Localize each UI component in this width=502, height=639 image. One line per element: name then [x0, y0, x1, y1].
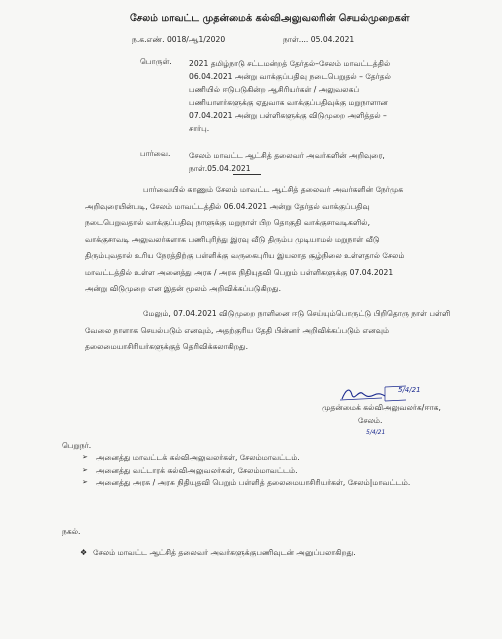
signatory-designation: முதன்மைக் கல்விஅலுவலர்க/ஈாக,: [322, 403, 441, 412]
subject-text: [189, 57, 415, 135]
page-title: சேலம் மாவட்ட முதன்மைக் கல்விஅலுவலரின் செயல்முறைகள்: [130, 13, 410, 24]
arrow-bullet-icon: ➢: [82, 465, 88, 474]
reference-text: [189, 149, 419, 175]
body-line: பார்வையில் காணும் சேலம் மாவட்ட ஆட்சித் தலைவர் அவர்களின் நேர்முக: [143, 185, 404, 194]
section-divider: [233, 174, 261, 175]
subject-line: சார்பு.: [189, 124, 210, 133]
list-item: ➢ அனைத்து மாவட்டக் கல்விஅலுவலர்கள், சேலம்மாவட்டம்.: [82, 453, 300, 462]
body-line: திரும்புவதால் உரிய நேரத்திற்கு பள்ளிக்கு வருகைபுரிய இயலாத சூழ்நிலை உள்ளதால் சேலம்: [85, 251, 405, 260]
body-line: வாக்குசாவடி அலுவலர்களாக பணிபுரிந்து இரவு வீடு திரும்ப முடியாமல் மறுநாள் வீடு: [85, 234, 380, 244]
recipients-label: பெறுநர்.: [62, 441, 92, 450]
body-paragraph-1: [85, 182, 420, 298]
reference-line: நாள்.05.04.2021: [189, 164, 251, 173]
body-line: வேலை நாளாக செயல்படும் எனவும், அதற்குரிய தேதி பின்னர் அறிவிக்கப்படும் எனவும்: [85, 325, 390, 335]
subject-line: 07.04.2021 அன்று பள்ளிகளுக்கு விடுமுறை அளித்தல் –: [189, 111, 387, 120]
recipients-list: [62, 452, 422, 490]
reference-label: பார்வை.: [140, 149, 171, 158]
list-item: ➢ அனைத்து அரசு / அரசு நிதியுதவி பெறும் பள்ளித் தலைமையாசிரியர்கள், சேலம்|மாவட்டம்.: [82, 478, 411, 487]
body-line: அறிவுரையின்படி, சேலம் மாவட்டத்தில் 06.04.2021 அன்று தேர்தல் வாக்குப்பதிவு: [85, 201, 370, 211]
arrow-bullet-icon: ➢: [82, 478, 88, 486]
reference-date: நாள்.... 05.04.2021: [283, 35, 355, 44]
body-line: தலைமையாசிரியர்களுக்குத் தெரிவிக்கலாகிறது.: [85, 342, 249, 351]
copy-label: நகல்.: [62, 527, 81, 536]
handwritten-note: 5/4/21: [366, 429, 386, 436]
subject-line: பணியில் ஈடுபடுகின்ற ஆசிரியர்கள் / அலுவலகப்: [189, 85, 360, 94]
copy-item: ❖ சேலம் மாவட்ட ஆட்சித் தலைவர் அவர்களுக்குபணிவுடன் அனுப்பலாகிறது.: [80, 548, 356, 557]
arrow-bullet-icon: ➢: [82, 453, 88, 461]
list-item: ➢ அனைத்து வட்டாரக் கல்விஅலுவலர்கள், சேலம்மாவட்டம்.: [82, 465, 298, 475]
body-line: அன்று விடுமுறை என இதன் மூலம் அறிவிக்கப்படுகிறது.: [85, 284, 282, 293]
reference-line: சேலம் மாவட்ட ஆட்சித் தலைவர் அவர்களின் அறிவுரை,: [189, 151, 385, 160]
body-paragraph-2: [85, 306, 451, 356]
signatory-place: சேலம்.: [358, 416, 383, 425]
reference-number: ந.க.எண். 0018/ஆ1/2020: [132, 35, 226, 44]
signature-date: 5/4/21: [398, 386, 421, 394]
body-line: மேலும், 07.04.2021 விடுமுறை நாளினை ஈடு செய்யும்பொருட்டு பிறிதொரு நாள் பள்ளி: [143, 309, 451, 318]
subject-line: 06.04.2021 அன்று வாக்குப்பதிவு நடைபெறுதல் – தேர்தல்: [189, 72, 391, 81]
body-line: நடைபெறுவதால் வாக்குப்பதிவு நாளுக்கு மறுநாள் பிற தொகுதி வாக்குசாவடிகளில்,: [85, 218, 371, 227]
body-line: மாவட்டத்தில் உள்ள அனைத்து அரசு / அரசு நிதியுதவி பெறும் பள்ளிகளுக்கு 07.04.2021: [85, 267, 394, 277]
diamond-bullet-icon: ❖: [80, 548, 88, 557]
subject-line: பணியாளர்களுக்கு ஏதுவாக வாக்குப்பதிவுக்கு மறுநாளான: [189, 98, 388, 107]
subject-line: 2021 தமிழ்நாடு சட்டமன்றத் தேர்தல்–சேலம் மாவட்டத்தில்: [189, 59, 391, 68]
subject-label: பொருள்.: [140, 57, 172, 66]
